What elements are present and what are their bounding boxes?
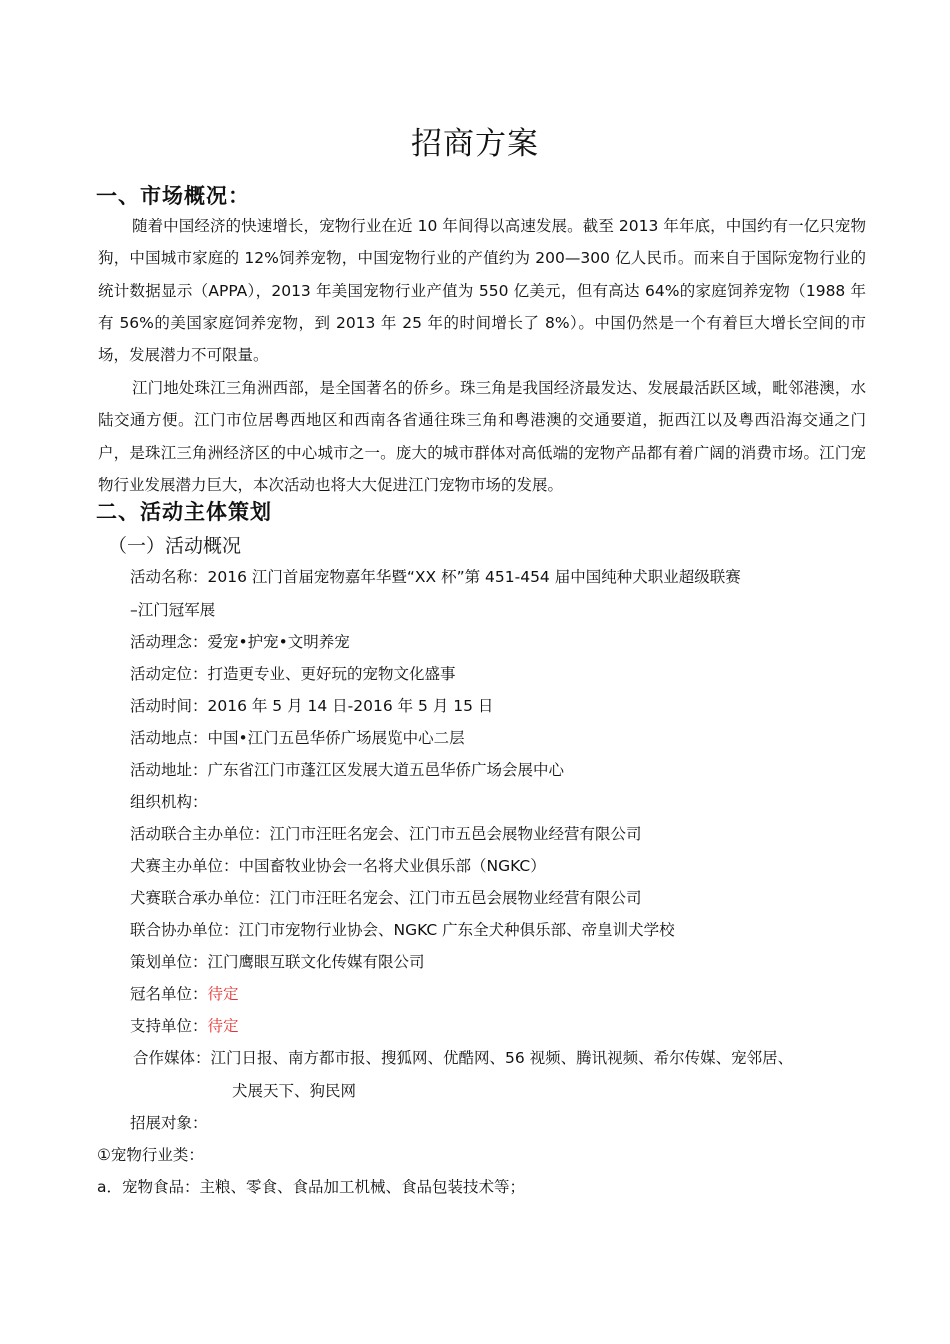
supporting-unit-value: 待定 <box>207 1017 239 1035</box>
category-pet-food: a．宠物食品：主粮、零食、食品加工机械、食品包装技术等； <box>97 1178 526 1196</box>
title-sponsor-label: 冠名单位： <box>130 985 208 1003</box>
market-paragraph-2: 江门地处珠江三角洲西部，是全国著名的侨乡。珠三角是我国经济最发达、发展最活跃区域，毗邻港澳，水陆交通方便。江门市位居粤西地区和西南各省通往珠三角和粤港澳的交通要道，扼西江以及粤西沿海交通之门户，是珠江三角洲经济区的中心城市之一。庞大的城市群体对高低端的宠物产品都有着广阔的消费市场。江门宠物行业发展潜力巨大，本次活动也将大大促进江门宠物市场的发展。 <box>98 379 866 494</box>
activity-address: 活动地址：广东省江门市蓬江区发展大道五邑华侨广场会展中心 <box>130 761 565 779</box>
activity-name-line-2: –江门冠军展 <box>130 601 216 619</box>
co-host-units: 活动联合主办单位：江门市汪旺名宠会、江门市五邑会展物业经营有限公司 <box>130 825 642 843</box>
media-partners-line-1: 合作媒体：江门日报、南方都市报、搜狐网、优酷网、56 视频、腾讯视频、希尔传媒、宠邻居、 <box>133 1049 794 1067</box>
co-assisting-units: 联合协办单位：江门市宠物行业协会、NGKC 广东全犬种俱乐部、帝皇训犬学校 <box>130 921 675 939</box>
activity-positioning: 活动定位：打造更专业、更好玩的宠物文化盛事 <box>130 665 456 683</box>
activity-name-line-1: 活动名称：2016 江门首届宠物嘉年华暨“XX 杯”第 451-454 届中国纯种犬职业超级联赛 <box>130 568 741 586</box>
document-title: 招商方案 <box>411 126 539 162</box>
title-sponsor-value: 待定 <box>207 985 239 1003</box>
activity-venue: 活动地点：中国•江门五邑华侨广场展览中心二层 <box>130 729 465 747</box>
market-paragraph-1: 随着中国经济的快速增长，宠物行业在近 10 年间得以高速发展。截至 2013 年年底，中国约有一亿只宠物狗，中国城市家庭的 12%饲养宠物，中国宠物行业的产值约为 200—300 亿人民币。而来自于国际宠物行业的统计数据显示（APPA），2013 年美国宠物行业产值为 550 亿美元，但有高达 64%的家庭饲养宠物（1988 年有 56%的美国家庭饲养宠物，到 2013 年 25 年的时间增长了 8%）。中国仍然是一个有着巨大增长空间的市场，发展潜力不可限量。 <box>98 217 866 365</box>
activity-concept: 活动理念：爱宠•护宠•文明养宠 <box>130 633 350 651</box>
title-sponsor <box>130 982 239 1004</box>
planning-unit: 策划单位：江门鹰眼互联文化传媒有限公司 <box>130 953 425 971</box>
subsection-heading-overview: （一）活动概况 <box>108 535 242 557</box>
section-heading-plan: 二、活动主体策划 <box>96 500 272 524</box>
supporting-unit <box>130 1014 239 1036</box>
dog-show-co-organizer: 犬赛联合承办单位：江门市汪旺名宠会、江门市五邑会展物业经营有限公司 <box>130 889 642 907</box>
section-heading-market: 一、市场概况： <box>96 184 250 208</box>
exhibitor-targets-label: 招展对象： <box>130 1114 208 1132</box>
category-pet-industry: ①宠物行业类： <box>97 1146 204 1164</box>
organization-label: 组织机构： <box>130 793 208 811</box>
activity-time: 活动时间：2016 年 5 月 14 日-2016 年 5 月 15 日 <box>130 697 494 715</box>
media-partners-line-2: 犬展天下、狗民网 <box>232 1082 357 1100</box>
supporting-unit-label: 支持单位： <box>130 1017 208 1035</box>
dog-show-host: 犬赛主办单位：中国畜牧业协会一名将犬业俱乐部（NGKC） <box>130 857 546 875</box>
